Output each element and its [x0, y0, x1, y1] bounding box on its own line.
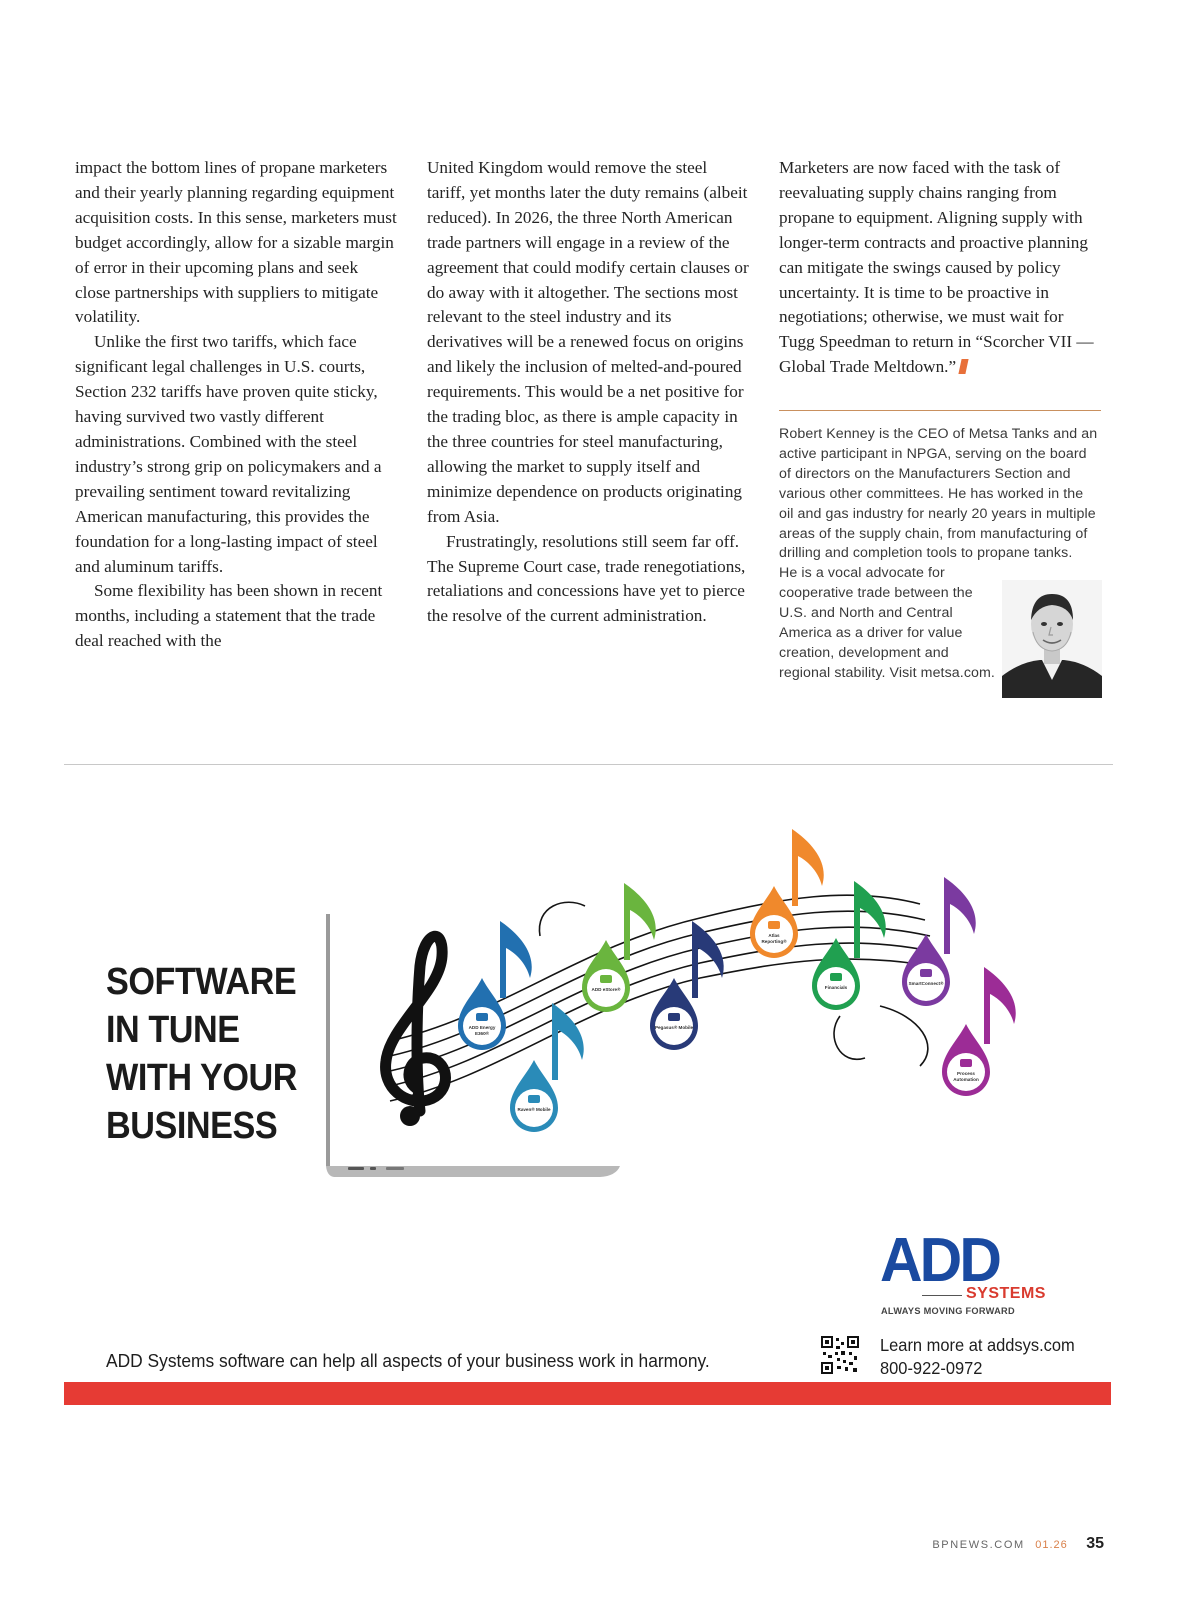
ad-headline — [106, 958, 304, 1150]
product-icon — [830, 973, 842, 981]
product-notes-svg — [320, 826, 1040, 1186]
product-icon — [600, 975, 612, 983]
product-icon — [668, 1013, 680, 1021]
article-paragraph: impact the bottom lines of propane marketers and their yearly planning regarding equipment acquisition costs. In this sense, marketers must budget accordingly, allow for a sizable margin of error in their upcoming plans and seek close partnerships with suppliers to mitigate volatility. — [75, 158, 397, 327]
phone-number[interactable]: 800-922-0972 — [880, 1358, 983, 1378]
product-note — [942, 967, 1016, 1096]
author-bio-text-continued: He is a vocal advocate for cooperative trade between the U.S. and North and Central America as a driver for value creation, development and regional stability. Visit metsa.com. — [779, 565, 995, 681]
article-paragraph — [779, 156, 1101, 380]
product-name: Process — [957, 1071, 975, 1076]
ad-headline-line: WITH YOUR — [106, 1057, 298, 1099]
product-icon — [960, 1059, 972, 1067]
section-divider — [64, 764, 1113, 765]
note-flag — [552, 1003, 584, 1080]
note-flag — [854, 881, 886, 958]
contact-info — [880, 1334, 1075, 1380]
product-subname: Reporting® — [761, 939, 787, 944]
website-link[interactable]: Learn more at addsys.com — [880, 1335, 1075, 1355]
qr-code-icon[interactable] — [821, 1336, 859, 1374]
article-column-1 — [75, 156, 397, 654]
product-note — [650, 921, 724, 1050]
product-icon — [476, 1013, 488, 1021]
logo-line — [922, 1295, 962, 1296]
article-final-text: Marketers are now faced with the task of reevaluating supply chains ranging from propane to equipment. Aligning supply with longer-term contracts and proactive planning can mitigate the swings caused by policy uncertainty. It is time to be proactive in negotiations; otherwise, we must wait for Tugg Speedman to return in “Scorcher VII — Global Trade Meltdown.” — [779, 158, 1094, 377]
author-bio-text: Robert Kenney is the CEO of Metsa Tanks and an active participant in NPGA, serving on the board of directors on the Manufacturers Section and various other committees. He has worked in the oil and gas industry for nearly 20 years in multiple areas of the supply chain, from manufacturing of drilling and completion tools to propane tanks. — [779, 426, 1098, 562]
page-number: 35 — [1086, 1535, 1104, 1552]
ad-headline-line: BUSINESS — [106, 1105, 278, 1147]
product-note — [902, 877, 976, 1006]
product-name: ADD eStore® — [591, 987, 621, 992]
product-name: Atlas — [768, 933, 780, 938]
product-name: Financials — [824, 985, 848, 990]
page-footer — [932, 1535, 1104, 1553]
article-paragraph: Some flexibility has been shown in recent months, including a statement that the trade deal reached with the — [75, 581, 383, 651]
author-portrait-image — [1002, 580, 1102, 698]
footer-site: BPNEWS.COM — [932, 1539, 1025, 1551]
note-flag — [984, 967, 1016, 1044]
article-paragraph: Frustratingly, resolutions still seem far off. The Supreme Court case, trade renegotiations, retaliations and concessions have yet to pierce the resolve of the current administration. — [427, 531, 746, 626]
note-flag — [692, 921, 724, 998]
ad-headline-line: IN TUNE — [106, 1009, 240, 1051]
note-flag — [944, 877, 976, 954]
product-note — [750, 829, 824, 958]
article-column-3 — [779, 156, 1101, 380]
product-name: ADD Energy — [468, 1025, 496, 1030]
product-icon — [768, 921, 780, 929]
product-note — [458, 921, 532, 1050]
add-systems-logo — [880, 1226, 1046, 1321]
logo-systems-text: SYSTEMS — [966, 1285, 1046, 1302]
ad-headline-line: SOFTWARE — [106, 961, 297, 1003]
logo-tagline: ALWAYS MOVING FORWARD — [881, 1306, 1015, 1316]
product-name: Pegasus® Mobile — [654, 1025, 694, 1030]
product-note — [582, 883, 656, 1012]
bio-divider — [779, 410, 1101, 411]
note-flag — [624, 883, 656, 960]
logo-add-text: ADD — [880, 1226, 1000, 1295]
product-notes — [320, 826, 1040, 1186]
product-note — [812, 881, 886, 1010]
product-name: Raven® Mobile — [517, 1107, 551, 1112]
product-note — [510, 1003, 584, 1132]
product-subname: E360® — [474, 1031, 490, 1036]
article-column-2 — [427, 156, 749, 629]
product-name: SmartConnect® — [908, 981, 944, 986]
author-headshot — [1002, 580, 1102, 698]
article-paragraph: United Kingdom would remove the steel tariff, yet months later the duty remains (albeit reduced). In 2026, the three North American trade partners will engage in a review of the agreement that could modify certain clauses or do away with it altogether. The sections most relevant to the steel industry and its derivatives will be a renewed focus on origins and likely the inclusion of melted-and-poured requirements. This would be a net positive for the trading bloc, as there is ample capacity in the three countries for steel manufacturing, allowing the market to supply itself and minimize dependence on products originating from Asia. — [427, 158, 749, 526]
footer-issue: 01.26 — [1035, 1539, 1068, 1551]
note-flag — [500, 921, 532, 998]
ad-red-bar — [64, 1382, 1111, 1405]
note-flag — [792, 829, 824, 906]
product-icon — [920, 969, 932, 977]
end-of-article-mark — [959, 359, 969, 374]
ad-body-text: ADD Systems software can help all aspects of your business work in harmony. — [106, 1350, 710, 1371]
product-subname: Automation — [953, 1077, 979, 1082]
article-paragraph: Unlike the first two tariffs, which face significant legal challenges in U.S. courts, Section 232 tariffs have proven quite sticky, having survived two vastly different administrations. Combined with the steel industry’s strong grip on policymakers and a prevailing sentiment toward revitalizing American manufacturing, this provides the foundation for a long-lasting impact of steel and aluminum tariffs. — [75, 332, 382, 576]
product-icon — [528, 1095, 540, 1103]
